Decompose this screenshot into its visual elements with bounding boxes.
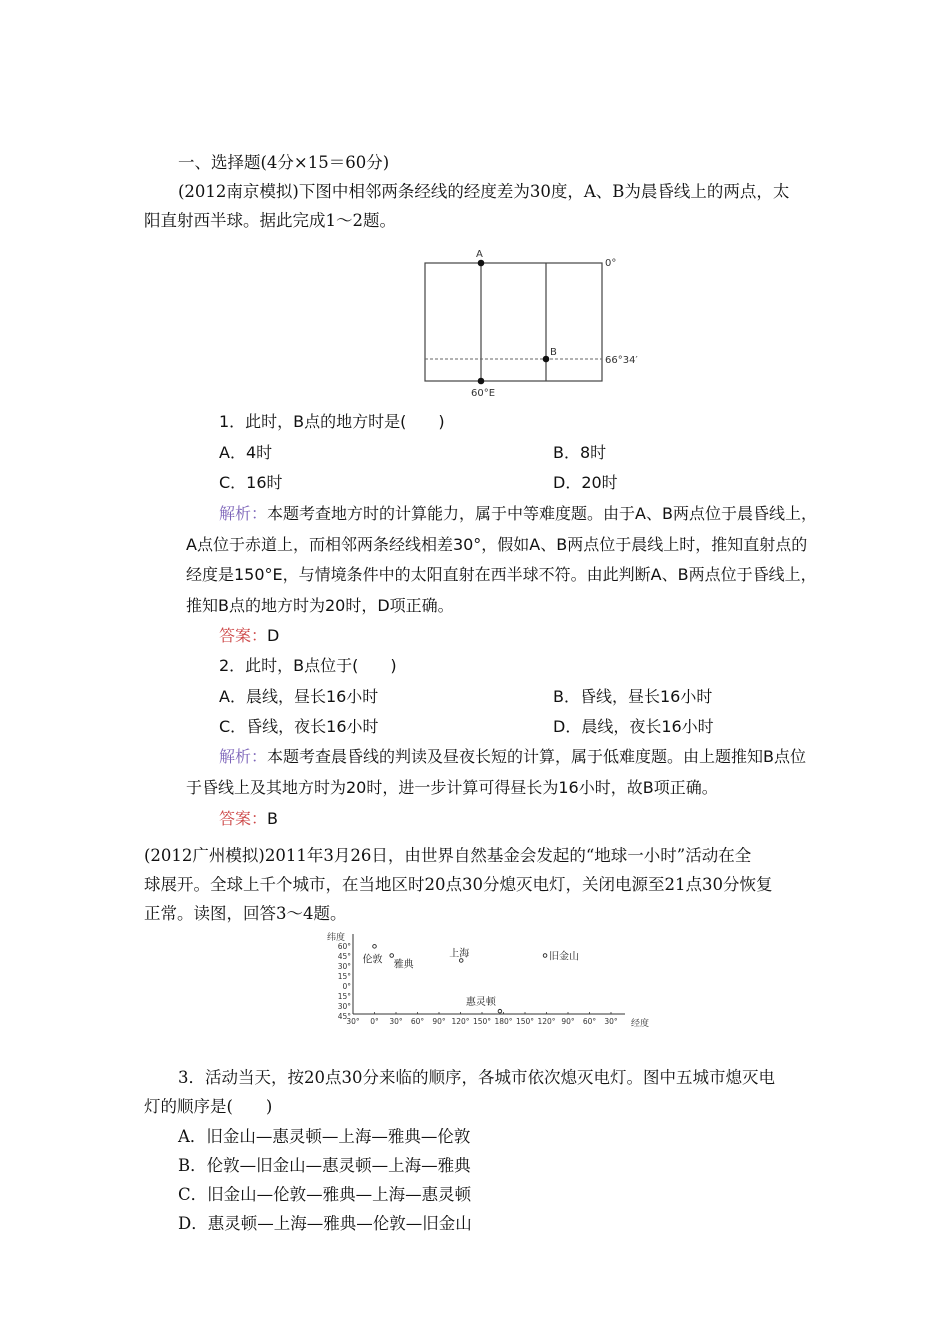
point-60e (478, 378, 485, 385)
q1-stem: 1．此时，B点的地方时是( ) (219, 412, 445, 431)
q2-answer-value: B (267, 809, 278, 828)
y-tick-label: 0° (342, 982, 351, 991)
city-location-chart (325, 928, 665, 1068)
intro2-line2: 球展开。全球上千个城市，在当地区时20点30分熄灭电灯，关闭电源至21点30分恢复 (144, 875, 773, 894)
x-tick-label: 0° (370, 1017, 379, 1026)
q2-analysis-text1: 本题考查晨昏线的判读及昼夜长短的计算，属于低难度题。由上题推知B点位 (267, 747, 806, 766)
city-label: 上海 (449, 948, 470, 960)
figure-terminator-diagram (415, 245, 655, 405)
q2-analysis-line1 (219, 746, 806, 768)
y-tick-label: 30° (337, 962, 351, 971)
intro1-line2: 阳直射西半球。据此完成1～2题。 (144, 211, 396, 230)
point-b (543, 356, 550, 363)
city-label: 惠灵顿 (465, 997, 496, 1009)
q3-option-b: B．伦敦—旧金山—惠灵顿—上海—雅典 (178, 1156, 471, 1175)
x-tick-label: 150° (472, 1017, 492, 1026)
intro2-line3: 正常。读图，回答3～4题。 (144, 904, 347, 923)
city-point (373, 945, 377, 949)
q1-option-d: D．20时 (553, 473, 618, 492)
x-axis-label: 经度 (631, 1019, 650, 1029)
q2-option-d: D．晨线，夜长16小时 (553, 717, 714, 736)
city-point (543, 954, 547, 958)
q3-option-d: D．惠灵顿—上海—雅典—伦敦—旧金山 (178, 1214, 472, 1233)
q1-option-a: A．4时 (219, 443, 273, 462)
city-label: 伦敦 (362, 954, 383, 966)
y-tick-label: 60° (337, 942, 351, 951)
q1-option-b: B．8时 (553, 443, 607, 462)
intro1-line1: (2012南京模拟)下图中相邻两条经线的经度差为30度，A、B为晨昏线上的两点，太 (178, 182, 790, 201)
q1-answer-value: D (267, 626, 280, 645)
q3-option-a: A．旧金山—惠灵顿—上海—雅典—伦敦 (178, 1127, 471, 1146)
q1-answer (219, 625, 279, 647)
q3-stem-line1: 3．活动当天，按20点30分来临的顺序，各城市依次熄灭电灯。图中五城市熄灭电 (178, 1068, 775, 1087)
q1-analysis-label: 解析： (219, 504, 268, 523)
x-tick-label: 90° (561, 1017, 575, 1026)
y-tick-label: 45° (337, 1012, 351, 1021)
q3-stem-line2: 灯的顺序是( ) (144, 1097, 273, 1116)
y-axis-label: 纬度 (327, 933, 346, 943)
y-tick-label: 15° (337, 992, 351, 1001)
x-tick-label: 60° (410, 1017, 425, 1026)
q1-option-c: C．16时 (219, 473, 283, 492)
q1-analysis-text1: 本题考查地方时的计算能力，属于中等难度题。由于A、B两点位于晨昏线上， (267, 504, 817, 523)
q2-analysis-line2: 于昏线上及其地方时为20时，进一步计算可得昼长为16小时，故B项正确。 (186, 778, 718, 797)
label-arctic-circle: 66°34′ (605, 355, 638, 366)
intro2-line1: (2012广州模拟)2011年3月26日，由世界自然基金会发起的“地球一小时”活动在全 (144, 846, 752, 865)
q2-stem: 2．此时，B点位于( ) (219, 656, 397, 675)
q1-analysis-line4: 推知B点的地方时为20时，D项正确。 (186, 596, 454, 615)
section-title: 一、选择题(4分×15＝60分) (178, 153, 390, 172)
label-equator: 0° (605, 258, 617, 269)
q2-answer (219, 808, 278, 830)
point-a (478, 260, 485, 267)
label-b: B (550, 347, 557, 358)
x-tick-label: 120° (537, 1017, 556, 1026)
x-tick-label: 30° (346, 1017, 360, 1026)
y-tick-label: 15° (337, 972, 351, 981)
x-tick-label: 60° (582, 1017, 597, 1026)
city-label: 旧金山 (549, 951, 580, 963)
city-label: 雅典 (393, 959, 414, 971)
q2-answer-label: 答案： (219, 809, 268, 828)
x-tick-label: 150° (515, 1017, 535, 1026)
q1-analysis-line3: 经度是150°E，与情境条件中的太阳直射在西半球不符。由此判断A、B两点位于昏线上， (186, 565, 817, 584)
q1-answer-label: 答案： (219, 626, 268, 645)
y-tick-label: 45° (337, 952, 351, 961)
q2-option-a: A．晨线，昼长16小时 (219, 687, 379, 706)
q3-option-c: C．旧金山—伦敦—雅典—上海—惠灵顿 (178, 1185, 472, 1204)
label-a: A (476, 249, 483, 260)
city-point (498, 1009, 502, 1013)
x-tick-label: 120° (451, 1017, 470, 1026)
x-tick-label: 30° (604, 1017, 618, 1026)
q2-option-c: C．昏线，夜长16小时 (219, 717, 379, 736)
q2-analysis-label: 解析： (219, 747, 268, 766)
y-tick-label: 30° (337, 1002, 351, 1011)
figure1-frame (425, 263, 602, 381)
city-point (390, 954, 394, 958)
x-tick-label: 30° (389, 1017, 403, 1026)
x-tick-label: 180° (494, 1017, 513, 1026)
q2-option-b: B．昏线，昼长16小时 (553, 687, 713, 706)
label-60e: 60°E (471, 388, 496, 399)
x-tick-label: 90° (432, 1017, 446, 1026)
q1-analysis-line2: A点位于赤道上，而相邻两条经线相差30°，假如A、B两点位于晨线上时，推知直射点的 (186, 535, 808, 554)
q1-analysis-line1 (219, 503, 817, 525)
